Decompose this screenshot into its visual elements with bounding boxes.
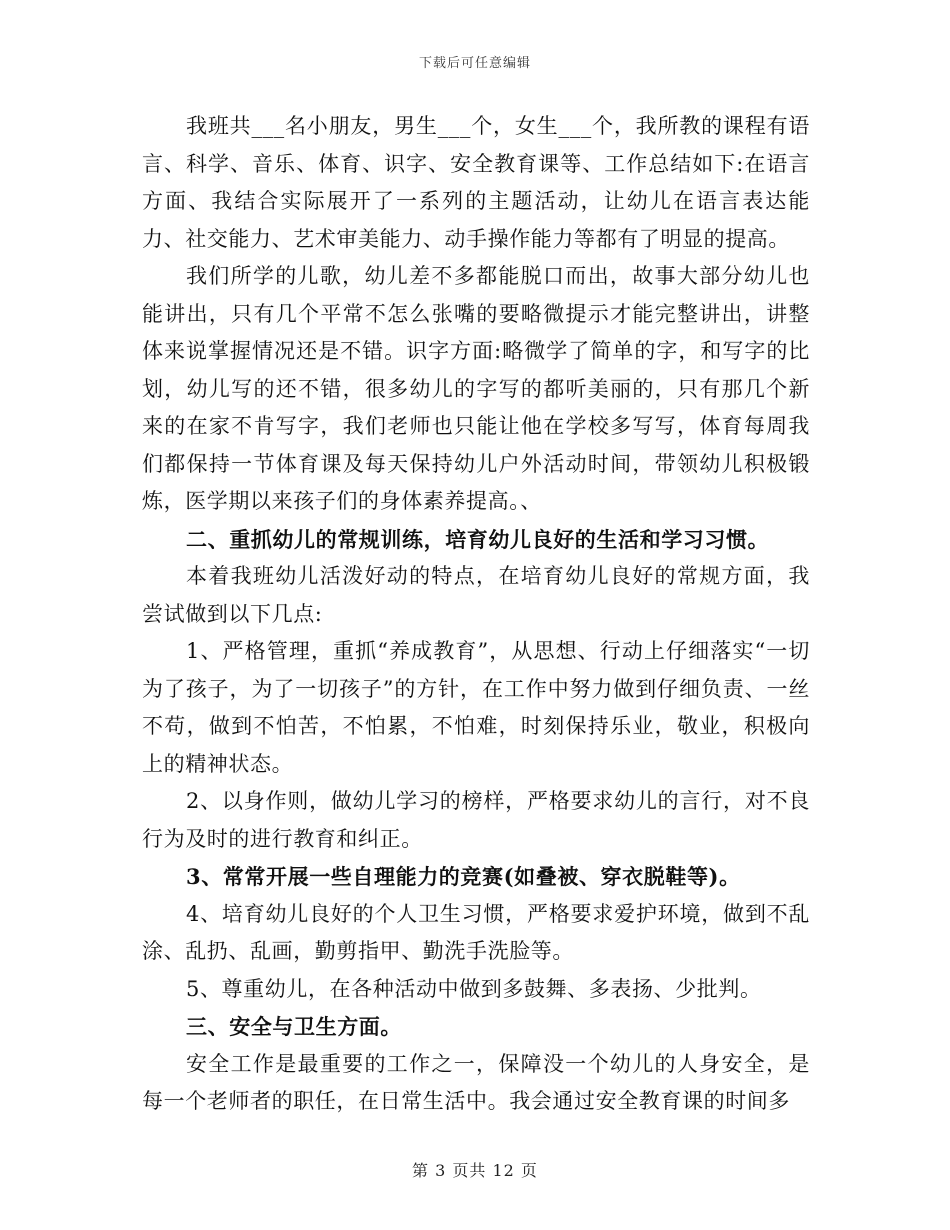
document-body — [142, 108, 810, 1121]
list-item-4: 4、培育幼儿良好的个人卫生习惯，严格要求爱护环境，做到不乱涂、乱扔、乱画，勤剪指甲、勤洗手洗脸等。 — [142, 901, 810, 963]
paragraph-2: 我们所学的儿歌，幼儿差不多都能脱口而出，故事大部分幼儿也能讲出，只有几个平常不怎么张嘴的要略微提示才能完整讲出，讲整体来说掌握情况还是不错。识字方面:略微学了简单的字，和写字的比划，幼儿写的还不错，很多幼儿的字写的都听美丽的，只有那几个新来的在家不肯写字，我们老师也只能让他在学校多写写，体育每周我们都保持一节体育课及每天保持幼儿户外活动时间，带领幼儿积极锻炼，医学期以来孩子们的身体素养提高。、 — [142, 264, 810, 513]
list-item-1: 1、严格管理，重抓“养成教育”，从思想、行动上仔细落实“一切为了孩子，为了一切孩子”的方针，在工作中努力做到仔细负责、一丝不苟，做到不怕苦，不怕累，不怕难，时刻保持乐业，敬业，积极向上的精神状态。 — [142, 639, 810, 776]
paragraph-3: 本着我班幼儿活泼好动的特点，在培育幼儿良好的常规方面，我尝试做到以下几点: — [142, 564, 810, 626]
section-heading-3: 三、安全与卫生方面。 — [186, 1014, 402, 1039]
page-footer: 第 3 页共 12 页 — [412, 1161, 538, 1180]
paragraph-1: 我班共___名小朋友，男生___个，女生___个，我所教的课程有语言、科学、音乐、体育、识字、安全教育课等、工作总结如下:在语言方面、我结合实际展开了一系列的主题活动，让幼儿在语言表达能力、社交能力、艺术审美能力、动手操作能力等都有了明显的提高。 — [142, 114, 810, 251]
paragraph-4: 安全工作是最重要的工作之一，保障没一个幼儿的人身安全，是每一个老师者的职任，在日常生活中。我会通过安全教育课的时间多 — [142, 1051, 810, 1113]
list-item-5: 5、尊重幼儿，在各种活动中做到多鼓舞、多表扬、少批判。 — [186, 976, 762, 1001]
page-header: 下载后可任意编辑 — [418, 56, 531, 71]
list-item-2: 2、以身作则，做幼儿学习的榜样，严格要求幼儿的言行，对不良行为及时的进行教育和纠正。 — [142, 789, 810, 851]
section-heading-2: 二、重抓幼儿的常规训练，培育幼儿良好的生活和学习习惯。 — [186, 526, 770, 552]
list-item-3: 3、常常开展一些自理能力的竞赛(如叠被、穿衣脱鞋等)。 — [186, 864, 741, 889]
